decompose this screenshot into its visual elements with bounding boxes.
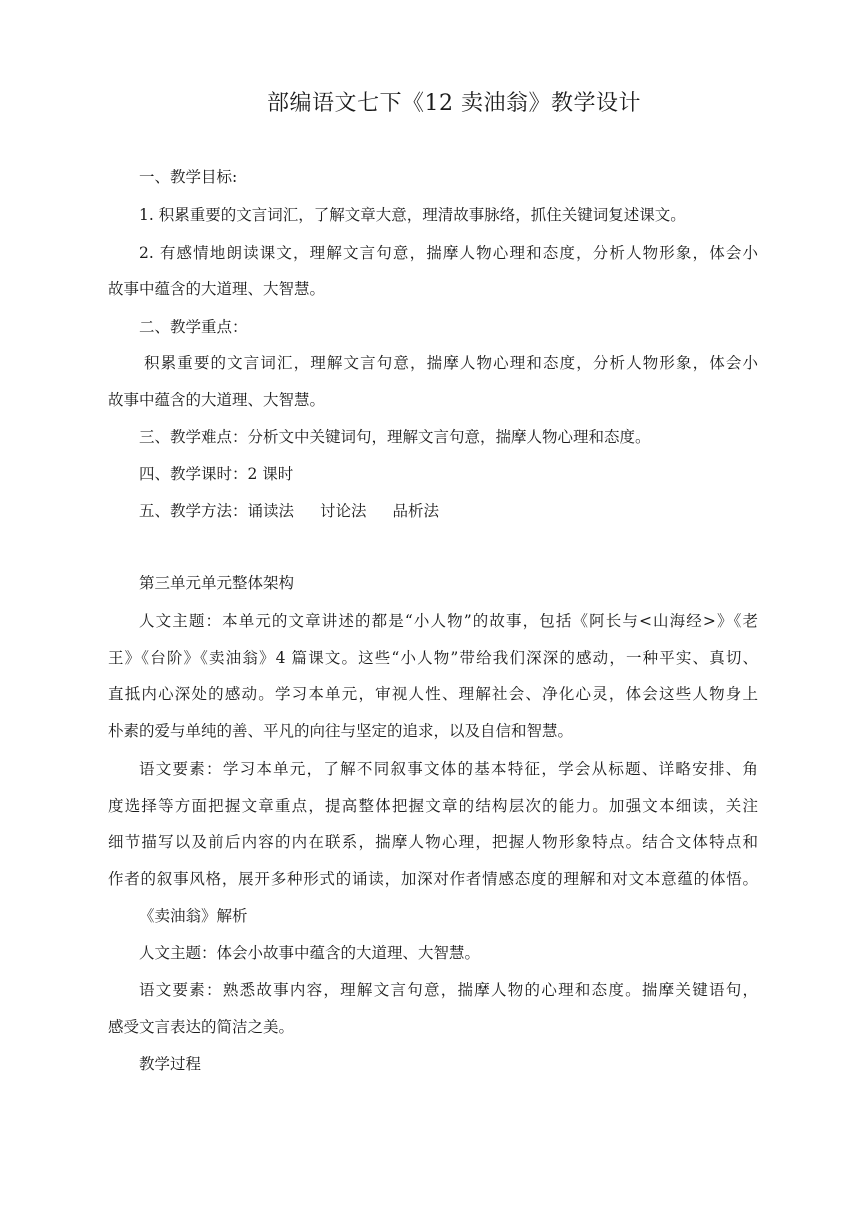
lesson-language-elements: 语文要素：熟悉故事内容，理解文言句意，揣摩人物的心理和态度。揣摩关键语句， [139, 981, 758, 999]
humanistic-theme-text-3: 直抵内心深处的感动。学习本单元，审视人性、理解社会、净化心灵，体会这些人物身上 [108, 685, 758, 703]
objective-item-1: 1. 积累重要的文言词汇，了解文章大意，理清故事脉络，抓住关键词复述课文。 [139, 206, 686, 224]
objective-item-2-cont: 故事中蕴含的大道理、大智慧。 [108, 280, 326, 298]
section-objectives-heading: 一、教学目标: [139, 168, 238, 186]
objective-item-2: 2. 有感情地朗读课文，理解文言句意，揣摩人物心理和态度，分析人物形象，体会小 [139, 244, 758, 262]
lesson-humanistic-theme: 人文主题：体会小故事中蕴含的大道理、大智慧。 [139, 944, 481, 962]
method-discussion: 讨论法 [320, 502, 367, 520]
method-analysis: 品析法 [392, 502, 440, 520]
language-elements-text: 语文要素：学习本单元，了解不同叙事文体的基本特征，学会从标题、详略安排、角 [139, 760, 758, 778]
humanistic-theme-text-4: 朴素的爱与单纯的善、平凡的向往与坚定的追求，以及自信和智慧。 [108, 722, 574, 740]
humanistic-theme-text: 人文主题：本单元的文章讲述的都是“小人物”的故事，包括《阿长与<山海经>》《老 [139, 612, 758, 630]
language-elements-text-3: 细节描写以及前后内容的内在联系，揣摩人物心理，把握人物形象特点。结合文体特点和 [108, 833, 758, 851]
section-difficulties: 三、教学难点：分析文中关键词句，理解文言句意，揣摩人物心理和态度。 [139, 428, 651, 446]
lesson-language-elements-cont: 感受文言表达的简洁之美。 [108, 1018, 295, 1036]
document-title: 部编语文七下《12 卖油翁》教学设计 [267, 91, 641, 116]
keypoints-text: 积累重要的文言词汇，理解文言句意，揣摩人物心理和态度，分析人物形象，体会小 [144, 354, 758, 372]
section-keypoints-heading: 二、教学重点： [139, 318, 248, 336]
unit-structure-heading: 第三单元单元整体架构 [139, 574, 295, 592]
section-class-hours: 四、教学课时：2 课时 [139, 465, 294, 483]
humanistic-theme-text-2: 王》《台阶》《卖油翁》4 篇课文。这些“小人物”带给我们深深的感动，一种平实、真切、 [108, 649, 758, 667]
lesson-analysis-heading: 《卖油翁》解析 [139, 907, 248, 925]
teaching-process-heading: 教学过程 [139, 1055, 202, 1073]
keypoints-text-cont: 故事中蕴含的大道理、大智慧。 [108, 391, 326, 409]
section-methods [108, 500, 758, 522]
language-elements-text-2: 度选择等方面把握文章重点，提高整体把握文章的结构层次的能力。加强文本细读，关注 [108, 797, 758, 815]
language-elements-text-4: 作者的叙事风格，展开多种形式的诵读，加深对作者情感态度的理解和对文本意蕴的体悟。 [108, 870, 758, 888]
method-reading: 五、教学方法：诵读法 [139, 502, 295, 520]
